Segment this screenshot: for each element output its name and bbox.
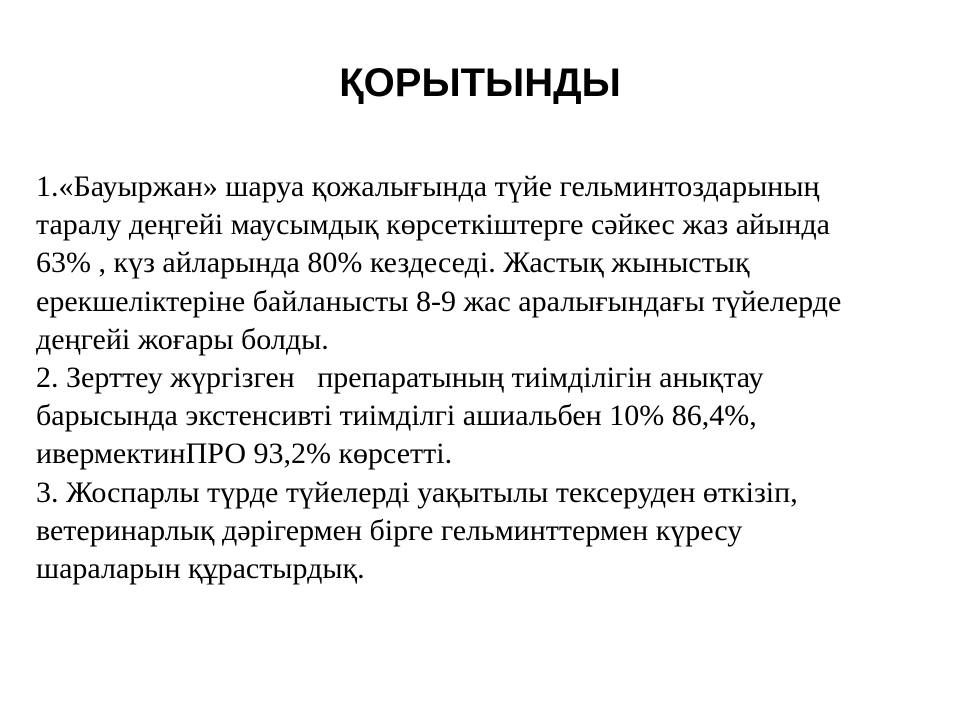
slide-title: ҚОРЫТЫНДЫ bbox=[339, 61, 621, 105]
text-line: 2. Зерттеу жүргізген препаратының тиімділігін анықтау bbox=[36, 361, 764, 395]
conclusion-text bbox=[36, 168, 916, 588]
text-line: таралу деңгейі маусымдық көрсеткіштерге сәйкес жаз айында bbox=[36, 208, 830, 242]
text-line: барысында экстенсивті тиімділгі ашиальбен 10% 86,4%, bbox=[36, 399, 757, 433]
text-line: ветеринарлық дәрігермен бірге гельминттермен күресу bbox=[36, 513, 743, 547]
text-line: 63% , күз айларында 80% кездеседі. Жастық жыныстық bbox=[36, 246, 750, 280]
text-line: 1.«Бауыржан» шаруа қожалығында түйе гельминтоздарының bbox=[36, 170, 820, 203]
text-line: ерекшеліктеріне байланысты 8-9 жас аралығындағы түйелерде bbox=[36, 284, 842, 318]
text-line: ивермектинПРО 93,2% көрсетті. bbox=[36, 437, 453, 471]
text-line: шараларын құрастырдық. bbox=[36, 552, 365, 586]
text-line: 3. Жоспарлы түрде түйелерді уақытылы тексеруден өткізіп, bbox=[36, 475, 798, 509]
text-line: деңгейі жоғары болды. bbox=[36, 322, 329, 356]
